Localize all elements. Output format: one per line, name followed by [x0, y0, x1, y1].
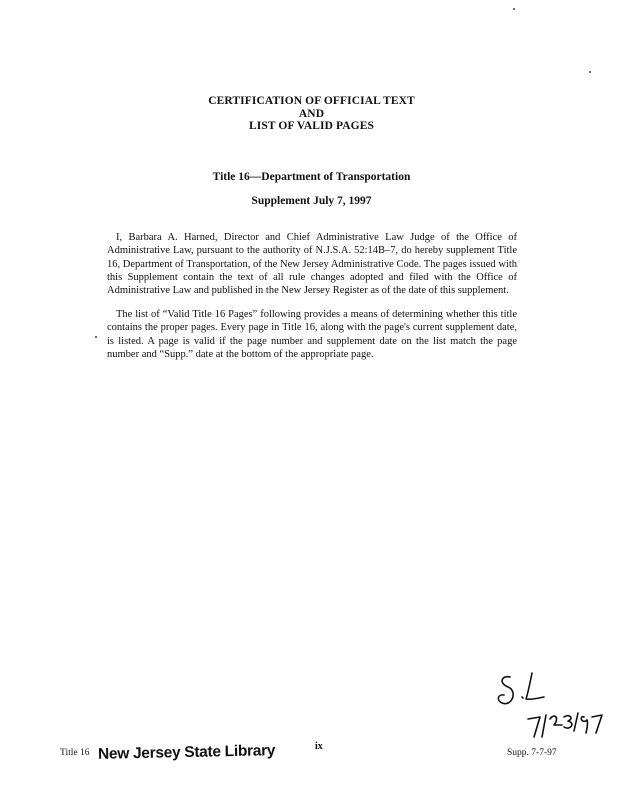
title-heading: Title 16—Department of Transportation	[212, 171, 411, 183]
certification-paragraph: I, Barbara A. Harned, Director and Chief Administrative Law Judge of the Office of Administrative Law, pursuant to the authority of N.J.S.A. 52:14B–7, do hereby supplement Title 16, Department of Transportation, of the New Jersey Administrative Code. The pages issued with this Supplement contain the text of all rule changes adopted and filed with the Office of Administrative Law and published in the New Jersey Register as of the date of this supplement.	[107, 232, 517, 297]
handwritten-signature	[488, 667, 608, 742]
footer-supplement-date: Supp. 7-7-97	[507, 748, 557, 758]
page-number: ix	[315, 741, 323, 752]
heading-line-1: CERTIFICATION OF OFFICIAL TEXT	[208, 95, 415, 107]
footer-title: Title 16	[60, 748, 90, 758]
certification-heading	[0, 95, 623, 133]
scan-speck	[513, 8, 515, 10]
valid-pages-paragraph: The list of “Valid Title 16 Pages” following provides a means of determining whether this title contains the proper pages. Every page in Title 16, along with the page's current supplement date, is listed. A page is valid if the page number and supplement date on the list match the page number and “Supp.” date at the bottom of the appropriate page.	[107, 309, 517, 360]
heading-line-2: AND	[298, 107, 325, 120]
supplement-date-heading: Supplement July 7, 1997	[251, 195, 372, 207]
scan-speck	[95, 336, 97, 338]
heading-line-3: LIST OF VALID PAGES	[249, 120, 374, 132]
library-stamp: New Jersey State Library	[97, 742, 276, 763]
scan-speck	[589, 71, 591, 73]
